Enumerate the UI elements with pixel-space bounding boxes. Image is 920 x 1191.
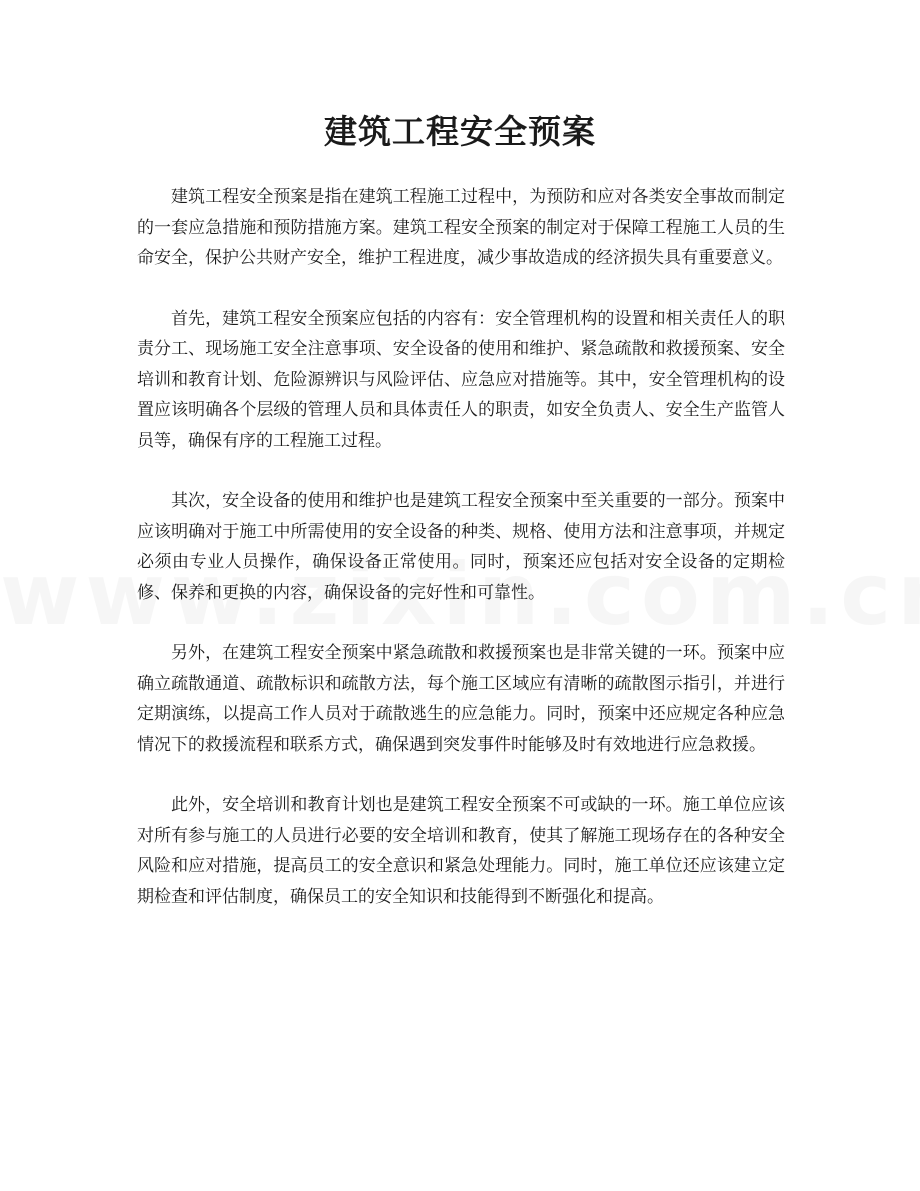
document-body — [137, 182, 785, 942]
paragraph-5: 此外，安全培训和教育计划也是建筑工程安全预案不可或缺的一环。施工单位应该对所有参与施工的人员进行必要的安全培训和教育，使其了解施工现场存在的各种安全风险和应对措施，提高员工的安全意识和紧急处理能力。同时，施工单位还应该建立定期检查和评估制度，确保员工的安全知识和技能得到不断强化和提高。 — [137, 795, 785, 907]
document-title: 建筑工程安全预案 — [324, 112, 596, 151]
paragraph-1: 建筑工程安全预案是指在建筑工程施工过程中，为预防和应对各类安全事故而制定的一套应急措施和预防措施方案。建筑工程安全预案的制定对于保障工程施工人员的生命安全，保护公共财产安全，维护工程进度，减少事故造成的经济损失具有重要意义。 — [137, 187, 785, 268]
paragraph-3: 其次，安全设备的使用和维护也是建筑工程安全预案中至关重要的一部分。预案中应该明确对于施工中所需使用的安全设备的种类、规格、使用方法和注意事项，并规定必须由专业人员操作，确保设备正常使用。同时，预案还应包括对安全设备的定期检修、保养和更换的内容，确保设备的完好性和可靠性。 — [137, 491, 785, 603]
paragraph-2: 首先，建筑工程安全预案应包括的内容有：安全管理机构的设置和相关责任人的职责分工、现场施工安全注意事项、安全设备的使用和维护、紧急疏散和救援预案、安全培训和教育计划、危险源辨识与风险评估、应急应对措施等。其中，安全管理机构的设置应该明确各个层级的管理人员和具体责任人的职责，如安全负责人、安全生产监管人员等，确保有序的工程施工过程。 — [137, 308, 785, 451]
paragraph-4: 另外，在建筑工程安全预案中紧急疏散和救援预案也是非常关键的一环。预案中应确立疏散通道、疏散标识和疏散方法，每个施工区域应有清晰的疏散图示指引，并进行定期演练，以提高工作人员对于疏散逃生的应急能力。同时，预案中还应规定各种应急情况下的救援流程和联系方式，确保遇到突发事件时能够及时有效地进行应急救援。 — [137, 643, 785, 755]
